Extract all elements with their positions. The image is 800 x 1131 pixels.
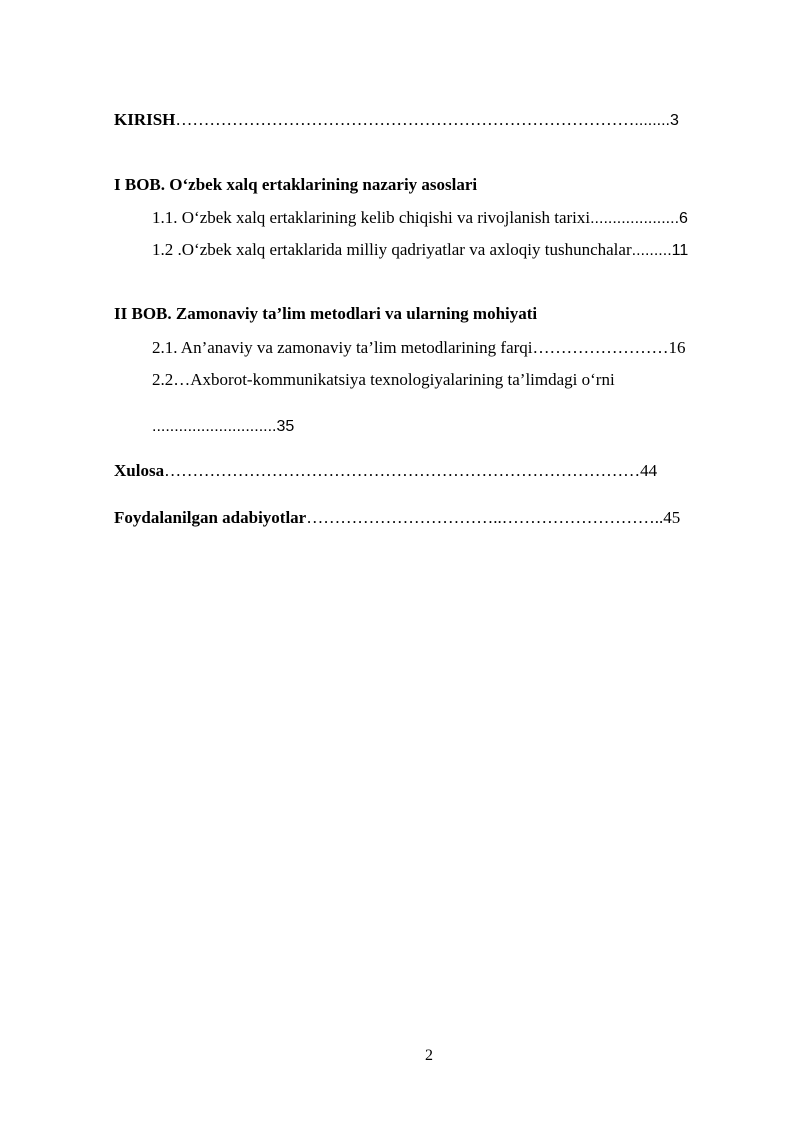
- toc-entry-adabiyotlar: [114, 508, 680, 528]
- toc-page-number: 3: [669, 112, 679, 129]
- toc-section-title: 1.1. O‘zbek xalq ertaklarining kelib chiqishi va rivojlanish tarixi: [152, 208, 591, 227]
- toc-section-2-1: [152, 338, 686, 358]
- toc-page-number: 11: [671, 242, 689, 259]
- toc-chapter-1-title: I BOB. O‘zbek xalq ertaklarining nazariy asoslari: [114, 175, 478, 194]
- toc-page-number: 45: [663, 508, 681, 527]
- toc-entry-title: KIRISH: [114, 110, 176, 129]
- toc-section-1-2: [152, 240, 688, 261]
- toc-leader: …………………………………………………………………………: [164, 461, 641, 480]
- toc-entry-kirish: [114, 110, 679, 131]
- page-number: 2: [425, 1047, 433, 1064]
- toc-entry-title: Foydalanilgan adabiyotlar: [114, 508, 307, 527]
- toc-section-2-2-title: 2.2…Axborot-kommunikatsiya texnologiyalarining ta’limdagi o‘rni: [152, 370, 615, 389]
- toc-section-1-1: [152, 208, 688, 229]
- toc-leader: ....................: [590, 210, 680, 227]
- toc-leader: ............................: [152, 418, 277, 435]
- toc-page-number: 44: [640, 461, 658, 480]
- toc-leader-dots: ........: [634, 112, 670, 129]
- toc-leader: ……………………………..………………………..: [306, 508, 664, 527]
- toc-section-title: 1.2 .O‘zbek xalq ertaklarida milliy qadriyatlar va axloqiy tushunchalar: [152, 240, 632, 259]
- toc-leader: .........: [631, 242, 672, 259]
- toc-section-2-2-page: [152, 416, 294, 437]
- toc-entry-title: Xulosa: [114, 461, 165, 480]
- toc-page-number: 35: [276, 418, 295, 435]
- toc-entry-xulosa: [114, 461, 657, 481]
- toc-chapter-2-title: II BOB. Zamonaviy ta’lim metodlari va ularning mohiyati: [114, 304, 538, 323]
- toc-leader: ……………………: [532, 338, 669, 357]
- toc-leader: ………………………………………………………………………: [175, 110, 635, 129]
- toc-section-title: 2.1. An’anaviy va zamonaviy ta’lim metodlarining farqi: [152, 338, 533, 357]
- toc-page-number: 16: [668, 338, 686, 357]
- toc-page-number: 6: [679, 210, 688, 227]
